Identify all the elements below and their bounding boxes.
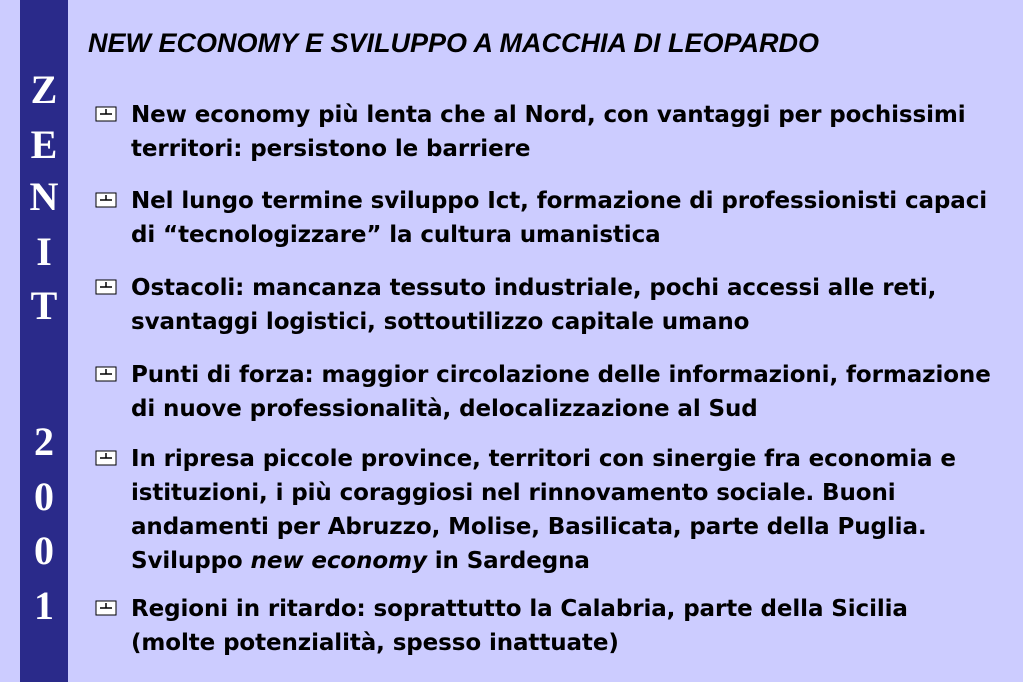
bullet-item [95, 358, 995, 426]
bullet-text: New economy più lenta che al Nord, con vantaggi per pochissimi territori: persistono le barriere [131, 102, 966, 162]
sidebar-letter: 1 [34, 583, 54, 628]
bullet-text [131, 442, 995, 578]
sidebar-letter: Z [30, 67, 58, 112]
note-bullet-icon [95, 600, 117, 616]
bullet-item [95, 184, 995, 252]
bullet-text: Ostacoli: mancanza tessuto industriale, pochi accessi alle reti, svantaggi logistici, sottoutilizzo capitale umano [131, 275, 937, 335]
note-bullet-icon [95, 366, 117, 382]
note-bullet-icon [95, 279, 117, 295]
note-bullet-icon [95, 450, 117, 466]
note-bullet-icon [95, 106, 117, 122]
bullet-text: Nel lungo termine sviluppo Ict, formazione di professionisti capaci di “tecnologizzare” la cultura umanistica [131, 188, 988, 248]
bullet-text: Punti di forza: maggior circolazione delle informazioni, formazione di nuove professionalità, delocalizzazione al Sud [131, 362, 991, 422]
sidebar-letter: I [36, 229, 52, 274]
sidebar-letter: 2 [34, 419, 54, 464]
bullet-item [95, 271, 995, 339]
bullet-text-part: In ripresa piccole province, territori con sinergie fra economia e istituzioni, i più coraggiosi nel rinnovamento sociale. Buoni andamenti per Abruzzo, Molise, Basilicata, parte della Puglia. Sviluppo [131, 446, 956, 574]
bullet-item [95, 98, 995, 166]
bullet-text-emphasis: new economy [250, 548, 427, 574]
sidebar-letter: 0 [34, 474, 54, 519]
bullet-item [95, 592, 995, 660]
sidebar-band [20, 0, 68, 682]
sidebar-letter: E [30, 122, 58, 167]
sidebar-letter: N [29, 174, 59, 219]
bullet-text: Regioni in ritardo: soprattutto la Calabria, parte della Sicilia (molte potenzialità, spesso inattuate) [131, 596, 908, 656]
sidebar-letter: T [30, 283, 58, 328]
sidebar-letter: 0 [34, 528, 54, 573]
note-bullet-icon [95, 192, 117, 208]
bullet-text-part: in Sardegna [426, 548, 590, 574]
bullet-item [95, 442, 995, 578]
slide-title: NEW ECONOMY E SVILUPPO A MACCHIA DI LEOPARDO [88, 28, 820, 58]
